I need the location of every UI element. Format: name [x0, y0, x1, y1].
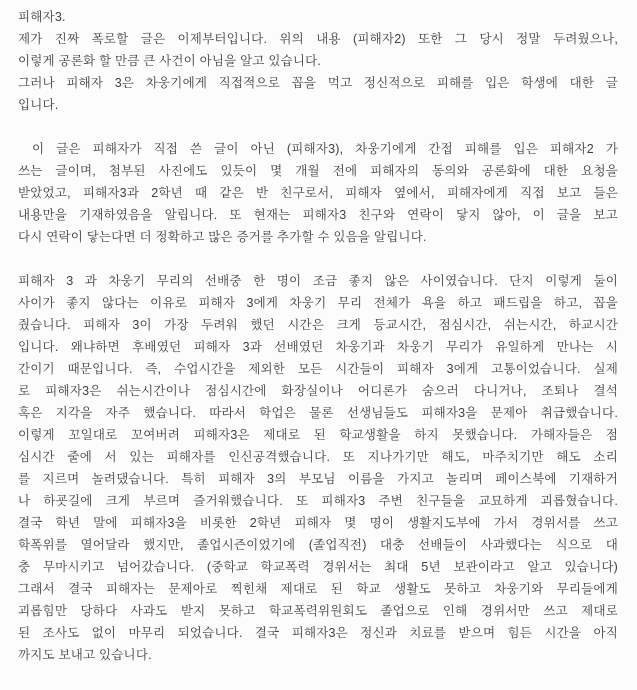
text-line: 결국 학년 말에 피해자3을 비롯한 2학년 피해자 몇 명이 생활지도부에 가서 경위서를 쓰고	[18, 516, 618, 530]
text-line: 이 글은 피해자가 직접 쓴 글이 아닌 (피해자3), 차웅기에게 간접 피해를 입은 피해자2 가	[32, 142, 618, 156]
text-line: 로 피해자3은 쉬는시간이나 점심시간에 화장실이나 어디론가 숨으러 다니거나, 조퇴나 결석	[18, 384, 618, 398]
text-line: 나 하굣길에 크게 부르며 즐거워했습니다. 또 피해자3 주변 친구들을 교묘하게 괴롭혔습니다.	[18, 494, 618, 508]
text-line: 쓰는 글이며, 첨부된 사진에도 있듯이 몇 개월 전에 피해자의 동의와 공론화에 대한 요청을	[18, 164, 618, 178]
paragraph	[18, 138, 618, 248]
document-title-line: 피해자3.	[18, 10, 66, 24]
paragraph	[18, 6, 618, 116]
text-line: 제가 진짜 폭로할 글은 이제부터입니다. 위의 내용 (피해자2) 또한 그 당시 정말 두려웠으나,	[18, 32, 618, 46]
text-line: 피해자 3 과 차웅기 무리의 선배중 한 명이 조금 좋지 않은 사이였습니다. 단지 이렇게 둘이	[18, 274, 618, 288]
text-line: 된 조사도 없이 마무리 되었습니다. 결국 피해자3은 정신과 치료를 받으며 힘든 시간을 아직	[18, 626, 618, 640]
text-line: 괴롭힘만 당하다 사과도 받지 못하고 학교폭력위원회도 졸업으로 인해 경위서만 쓰고 제대로	[18, 604, 618, 618]
text-line: 다시 연락이 닿는다면 더 정확하고 많은 증거를 추가할 수 있음을 알립니다.	[18, 230, 427, 244]
text-line: 받았었고, 피해자3과 2학년 때 같은 반 친구로서, 피해자 옆에서, 피해자에게 직접 보고 들은	[18, 186, 618, 200]
text-line: 그러나 피해자 3은 차웅기에게 직접적으로 꼽을 먹고 정신적으로 피해를 입은 학생에 대한 글	[18, 76, 618, 90]
text-line: 혹은 지각을 자주 했습니다. 따라서 학업은 물론 선생님들도 피해자3을 문제아 취급했습니다.	[18, 406, 618, 420]
text-line: 충 무마시키고 넘어갔습니다. (중학교 학교폭력 경위서는 최대 5년 보관이라고 알고 있습니다)	[18, 560, 618, 574]
text-line: 입니다.	[18, 98, 59, 112]
text-line: 간이기 때문입니다. 즉, 수업시간을 제외한 모든 시간들이 피해자 3에게 고통이었습니다. 실제	[18, 362, 618, 376]
text-line: 까지도 보내고 있습니다.	[18, 648, 152, 662]
text-line: 심시간 줄에 서 있는 피해자를 인신공격했습니다. 또 지나가기만 해도, 마주치기만 해도 소리	[18, 450, 618, 464]
text-line: 를 지르며 놀려댔습니다. 특히 피해자 3의 부모님 이름을 가지고 놀리며 페이스북에 기재하거	[18, 472, 618, 486]
text-line: 학폭위를 열어달라 했지만, 졸업시즌이었기에 (졸업직전) 대충 선배들이 사과했다는 식으로 대	[18, 538, 618, 552]
text-line: 줬습니다. 피해자 3이 가장 두려워 했던 시간은 크게 등교시간, 점심시간, 쉬는시간, 하교시간	[18, 318, 618, 332]
paragraph	[18, 270, 618, 666]
text-line: 이렇게 꼬일대로 꼬여버려 피해자3은 제대로 된 학교생활을 하지 못했습니다. 가해자들은 점	[18, 428, 618, 442]
text-line: 내용만을 기재하였음을 알립니다. 또 현재는 피해자3 친구와 연락이 닿지 않아, 이 글을 보고	[18, 208, 618, 222]
text-line: 이렇게 공론화 할 만큼 큰 사건이 아님을 알고 있습니다.	[18, 54, 322, 68]
text-line: 입니다. 왜냐하면 후배였던 피해자 3과 선배였던 차웅기과 차웅기 무리가 유일하게 만나는 시	[18, 340, 618, 354]
text-line: 그래서 결국 피해자는 문제아로 찍힌채 제대로 된 학교 생활도 못하고 차웅기와 무리들에게	[18, 582, 618, 596]
text-line: 사이가 좋지 않다는 이유로 피해자 3에게 차웅기 무리 전체가 욕을 하고 패드립을 하고, 꼽을	[18, 296, 618, 310]
